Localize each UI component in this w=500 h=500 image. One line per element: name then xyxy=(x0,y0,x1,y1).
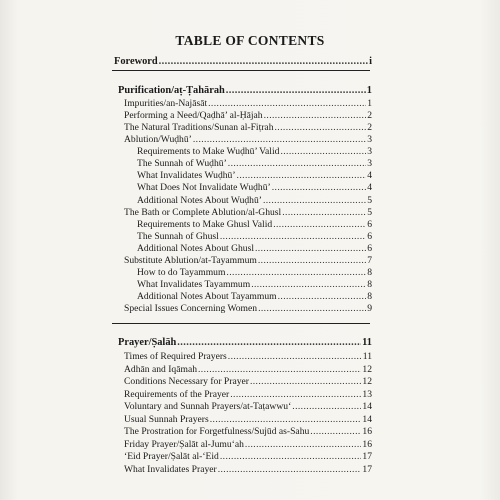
divider-rule xyxy=(112,323,370,324)
toc-entry-label: Requirements to Make Ghusl Valid xyxy=(137,218,273,230)
toc-section-prayer xyxy=(118,337,372,348)
toc-entry-page: 6 xyxy=(367,230,372,242)
toc-section-page: 1 xyxy=(366,85,372,96)
toc-entry-label: Usual Sunnah Prayers xyxy=(124,413,209,425)
dot-leader xyxy=(280,146,366,157)
toc-section-page: 11 xyxy=(362,337,372,348)
dot-leader xyxy=(218,464,362,475)
toc-entry-label: How to do Tayammum xyxy=(137,266,226,278)
toc-entry-page: 12 xyxy=(362,363,372,375)
toc-entry-label: ‘Eid Prayer/Ṣalāt al-‘Eid xyxy=(124,451,219,463)
divider-rule xyxy=(112,70,370,71)
toc-entry-page: i xyxy=(369,56,372,67)
dot-leader xyxy=(292,401,361,412)
toc-entry-label: Foreword xyxy=(114,56,158,67)
toc-entry xyxy=(124,464,372,475)
toc-entry-label: The Sunnah of Wuḍhū’ xyxy=(137,158,227,170)
toc-entry xyxy=(124,134,372,145)
dot-leader xyxy=(237,170,367,181)
toc-entry-label: What Invalidates Tayammum xyxy=(137,278,251,290)
toc-entry xyxy=(137,195,372,206)
dot-leader xyxy=(226,85,366,96)
toc-entry-label: The Sunnah of Ghusl xyxy=(137,230,219,242)
toc-entry-label: Conditions Necessary for Prayer xyxy=(124,376,249,388)
dot-leader xyxy=(251,279,366,290)
toc-entry xyxy=(137,279,372,290)
toc-entry xyxy=(124,110,372,121)
toc-entry-label: Additional Notes About Wuḍhū’ xyxy=(137,194,262,206)
dot-leader xyxy=(226,267,366,278)
toc-entry-page: 4 xyxy=(367,170,372,182)
toc-entry-label: The Bath or Complete Ablution/al-Ghusl xyxy=(124,206,282,218)
dot-leader xyxy=(193,134,366,145)
dot-leader xyxy=(245,439,362,450)
dot-leader xyxy=(278,291,367,302)
dot-leader xyxy=(220,231,366,242)
toc-entry xyxy=(137,146,372,157)
toc-entry-page: 1 xyxy=(367,98,372,109)
toc-entry-page: 17 xyxy=(362,463,372,475)
toc-entry xyxy=(124,451,372,462)
toc-entry xyxy=(137,219,372,230)
toc-entry xyxy=(137,170,372,181)
dot-leader xyxy=(228,158,366,169)
toc-entry xyxy=(137,231,372,242)
dot-leader xyxy=(310,426,361,437)
toc-entry-label: What Invalidates Wuḍhū’ xyxy=(137,170,236,182)
toc-entry-page: 3 xyxy=(367,134,372,146)
toc-entry-label: Times of Required Prayers xyxy=(124,351,227,362)
dot-leader xyxy=(264,110,367,121)
toc-entry-label: Substitute Ablution/at-Tayammum xyxy=(124,254,257,266)
dot-leader xyxy=(177,337,361,348)
toc-entry-page: 7 xyxy=(367,254,372,266)
toc-entry-label: Impurities/an-Najāsāt xyxy=(124,98,208,109)
toc-entry-page: 16 xyxy=(362,426,372,438)
toc-entry xyxy=(124,376,372,387)
toc-entry-page: 17 xyxy=(362,451,372,463)
toc-entry-page: 8 xyxy=(367,291,372,302)
dot-leader xyxy=(263,195,366,206)
toc-entry xyxy=(137,182,372,193)
toc-entry-label: Friday Prayer/Ṣalāt al-Jumu‘ah xyxy=(124,438,244,450)
toc-entry-page: 4 xyxy=(367,182,372,194)
toc-entry-label: Requirements of the Prayer xyxy=(124,388,230,400)
toc-entry-page: 2 xyxy=(367,122,372,134)
toc-entry-page: 16 xyxy=(362,438,372,450)
toc-entry-label: Additional Notes About Ghusl xyxy=(137,242,254,254)
toc-entry xyxy=(124,351,372,362)
toc-entry-page: 3 xyxy=(367,146,372,158)
toc-entry xyxy=(124,303,372,314)
toc-entry-page: 8 xyxy=(367,278,372,290)
toc-entry-page: 3 xyxy=(367,158,372,170)
toc-entry-label: Special Issues Concerning Women xyxy=(124,303,258,314)
toc-section-purification xyxy=(118,85,372,96)
toc-entry xyxy=(137,243,372,254)
dot-leader xyxy=(159,56,368,67)
dot-leader xyxy=(208,98,366,109)
toc-entry-page: 14 xyxy=(362,401,372,413)
toc-entry-label: Performing a Need/Qaḍhā’ al-Ḥājah xyxy=(124,110,263,122)
toc-entry-page: 8 xyxy=(367,266,372,278)
toc-entry-label: Ablution/Wuḍhū’ xyxy=(124,134,192,146)
toc-entry xyxy=(124,122,372,133)
toc-entry-label: The Natural Traditions/Sunan al-Fiṭrah xyxy=(124,122,274,134)
toc-entry-page: 9 xyxy=(367,303,372,314)
toc-entry-page: 5 xyxy=(367,194,372,206)
toc-entry-foreword xyxy=(114,56,372,67)
toc-entry-page: 14 xyxy=(362,413,372,425)
toc-entry-page: 11 xyxy=(362,351,372,362)
toc-entry-label: The Prostration for Forgetfulness/Sujūd as-Sahu xyxy=(124,426,310,438)
toc-entry xyxy=(124,439,372,450)
dot-leader xyxy=(228,351,362,362)
dot-leader xyxy=(250,376,361,387)
toc-entry xyxy=(137,291,372,302)
toc-entry-page: 13 xyxy=(362,388,372,400)
toc-entry xyxy=(124,401,372,412)
dot-leader xyxy=(275,122,367,133)
toc-entry xyxy=(124,207,372,218)
toc-entry-label: What Invalidates Prayer xyxy=(124,463,217,475)
toc-section-title: Purification/aṭ-Ṭahārah xyxy=(118,85,225,96)
toc-entry xyxy=(124,389,372,400)
toc-entry-label: Adhān and Iqāmah xyxy=(124,363,197,375)
toc-entry-page: 6 xyxy=(367,218,372,230)
toc-entry xyxy=(137,158,372,169)
page-title: TABLE OF CONTENTS xyxy=(175,33,325,48)
toc-entry-label: What Does Not Invalidate Wuḍhū’ xyxy=(137,182,271,194)
toc-entry xyxy=(124,414,372,425)
dot-leader xyxy=(198,364,361,375)
toc-entry xyxy=(124,426,372,437)
dot-leader xyxy=(272,182,366,193)
toc-entry-page: 2 xyxy=(367,110,372,122)
toc-entry-label: Voluntary and Sunnah Prayers/at-Taṭawwu‘ xyxy=(124,401,292,413)
dot-leader xyxy=(258,303,366,314)
toc-entry-page: 6 xyxy=(367,242,372,254)
toc-entry xyxy=(124,364,372,375)
dot-leader xyxy=(230,389,361,400)
toc-entry xyxy=(137,267,372,278)
toc-entry-label: Additional Notes About Tayammum xyxy=(137,291,277,302)
toc-entry xyxy=(124,255,372,266)
dot-leader xyxy=(255,243,366,254)
toc-entry-label: Requirements to Make Wuḍhū’ Valid xyxy=(137,146,280,158)
dot-leader xyxy=(210,414,362,425)
toc-entry-page: 5 xyxy=(367,206,372,218)
toc-section-title: Prayer/Ṣalāh xyxy=(118,337,177,348)
dot-leader xyxy=(273,219,366,230)
toc-entry xyxy=(124,98,372,109)
dot-leader xyxy=(220,451,362,462)
dot-leader xyxy=(282,207,366,218)
toc-entry-page: 12 xyxy=(362,376,372,388)
dot-leader xyxy=(258,255,366,266)
